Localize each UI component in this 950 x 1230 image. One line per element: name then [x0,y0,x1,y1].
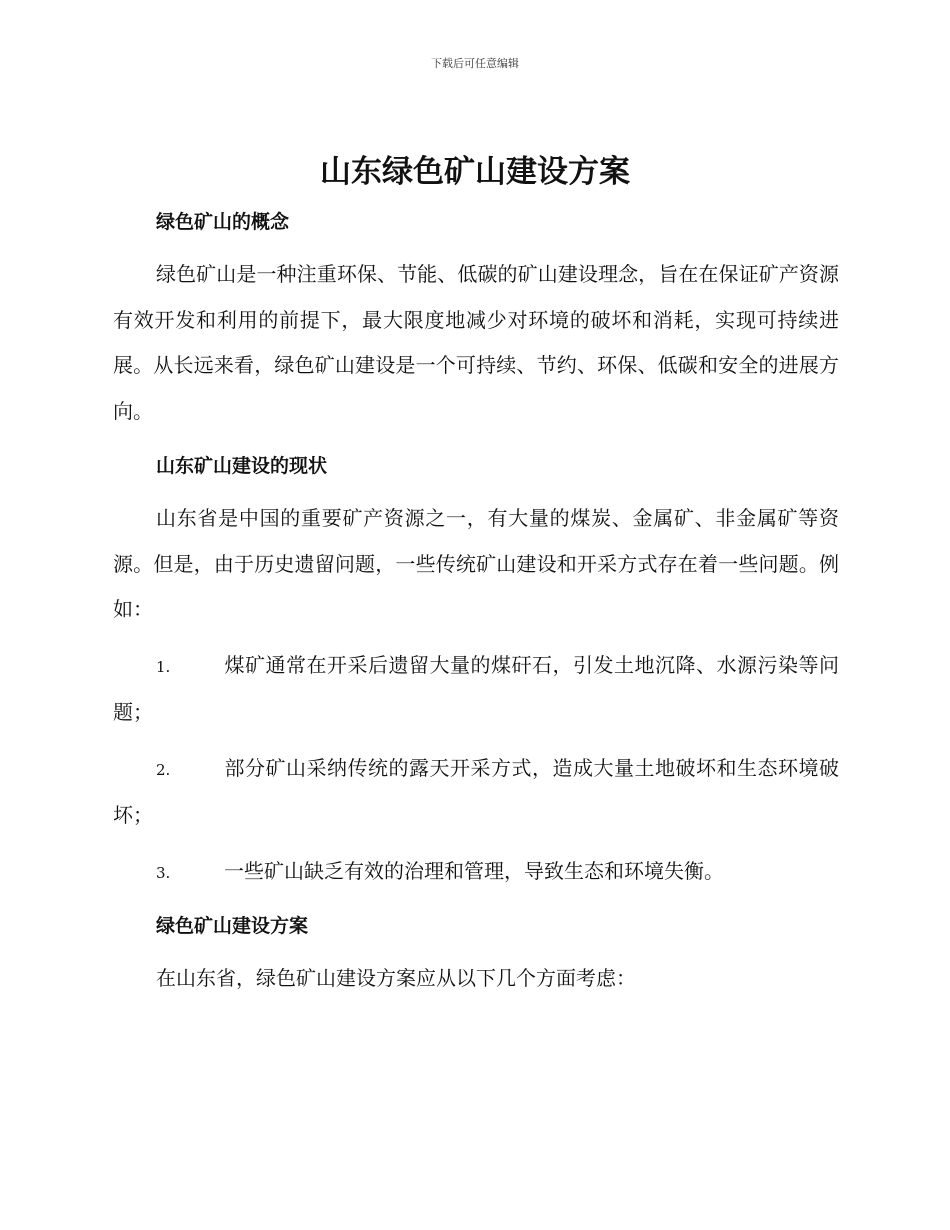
list-text: 煤矿通常在开采后遗留大量的煤矸石，引发土地沉降、水源污染等问题； [113,652,839,724]
list-text: 部分矿山采纳传统的露天开采方式，造成大量土地破坏和生态环境破坏； [113,755,839,827]
list-number: 2. [156,760,171,779]
section-heading-plan: 绿色矿山建设方案 [156,915,309,937]
list-number: 3. [156,863,171,882]
paragraph-concept: 绿色矿山是一种注重环保、节能、低碳的矿山建设理念，旨在在保证矿产资源有效开发和利用的前提下，最大限度地减少对环境的破坏和消耗，实现可持续进展。从长远来看，绿色矿山建设是一个可持续、节约、环保、低碳和安全的进展方向。 [113,262,839,423]
paragraph-status: 山东省是中国的重要矿产资源之一，有大量的煤炭、金属矿、非金属矿等资源。但是，由于历史遗留问题，一些传统矿山建设和开采方式存在着一些问题。例如： [113,506,839,621]
section-heading-status: 山东矿山建设的现状 [156,455,328,477]
header-note: 下载后可任意编辑 [431,57,519,70]
section-heading-concept: 绿色矿山的概念 [156,211,290,233]
list-text: 一些矿山缺乏有效的治理和管理，导致生态和环境失衡。 [224,858,724,883]
list-item [113,643,839,736]
document-body [113,202,839,1002]
list-number: 1. [156,657,171,676]
document-title: 山东绿色矿山建设方案 [320,154,630,190]
list-item [113,746,839,839]
list-item [113,849,839,897]
paragraph-plan: 在山东省，绿色矿山建设方案应从以下几个方面考虑： [156,966,636,990]
